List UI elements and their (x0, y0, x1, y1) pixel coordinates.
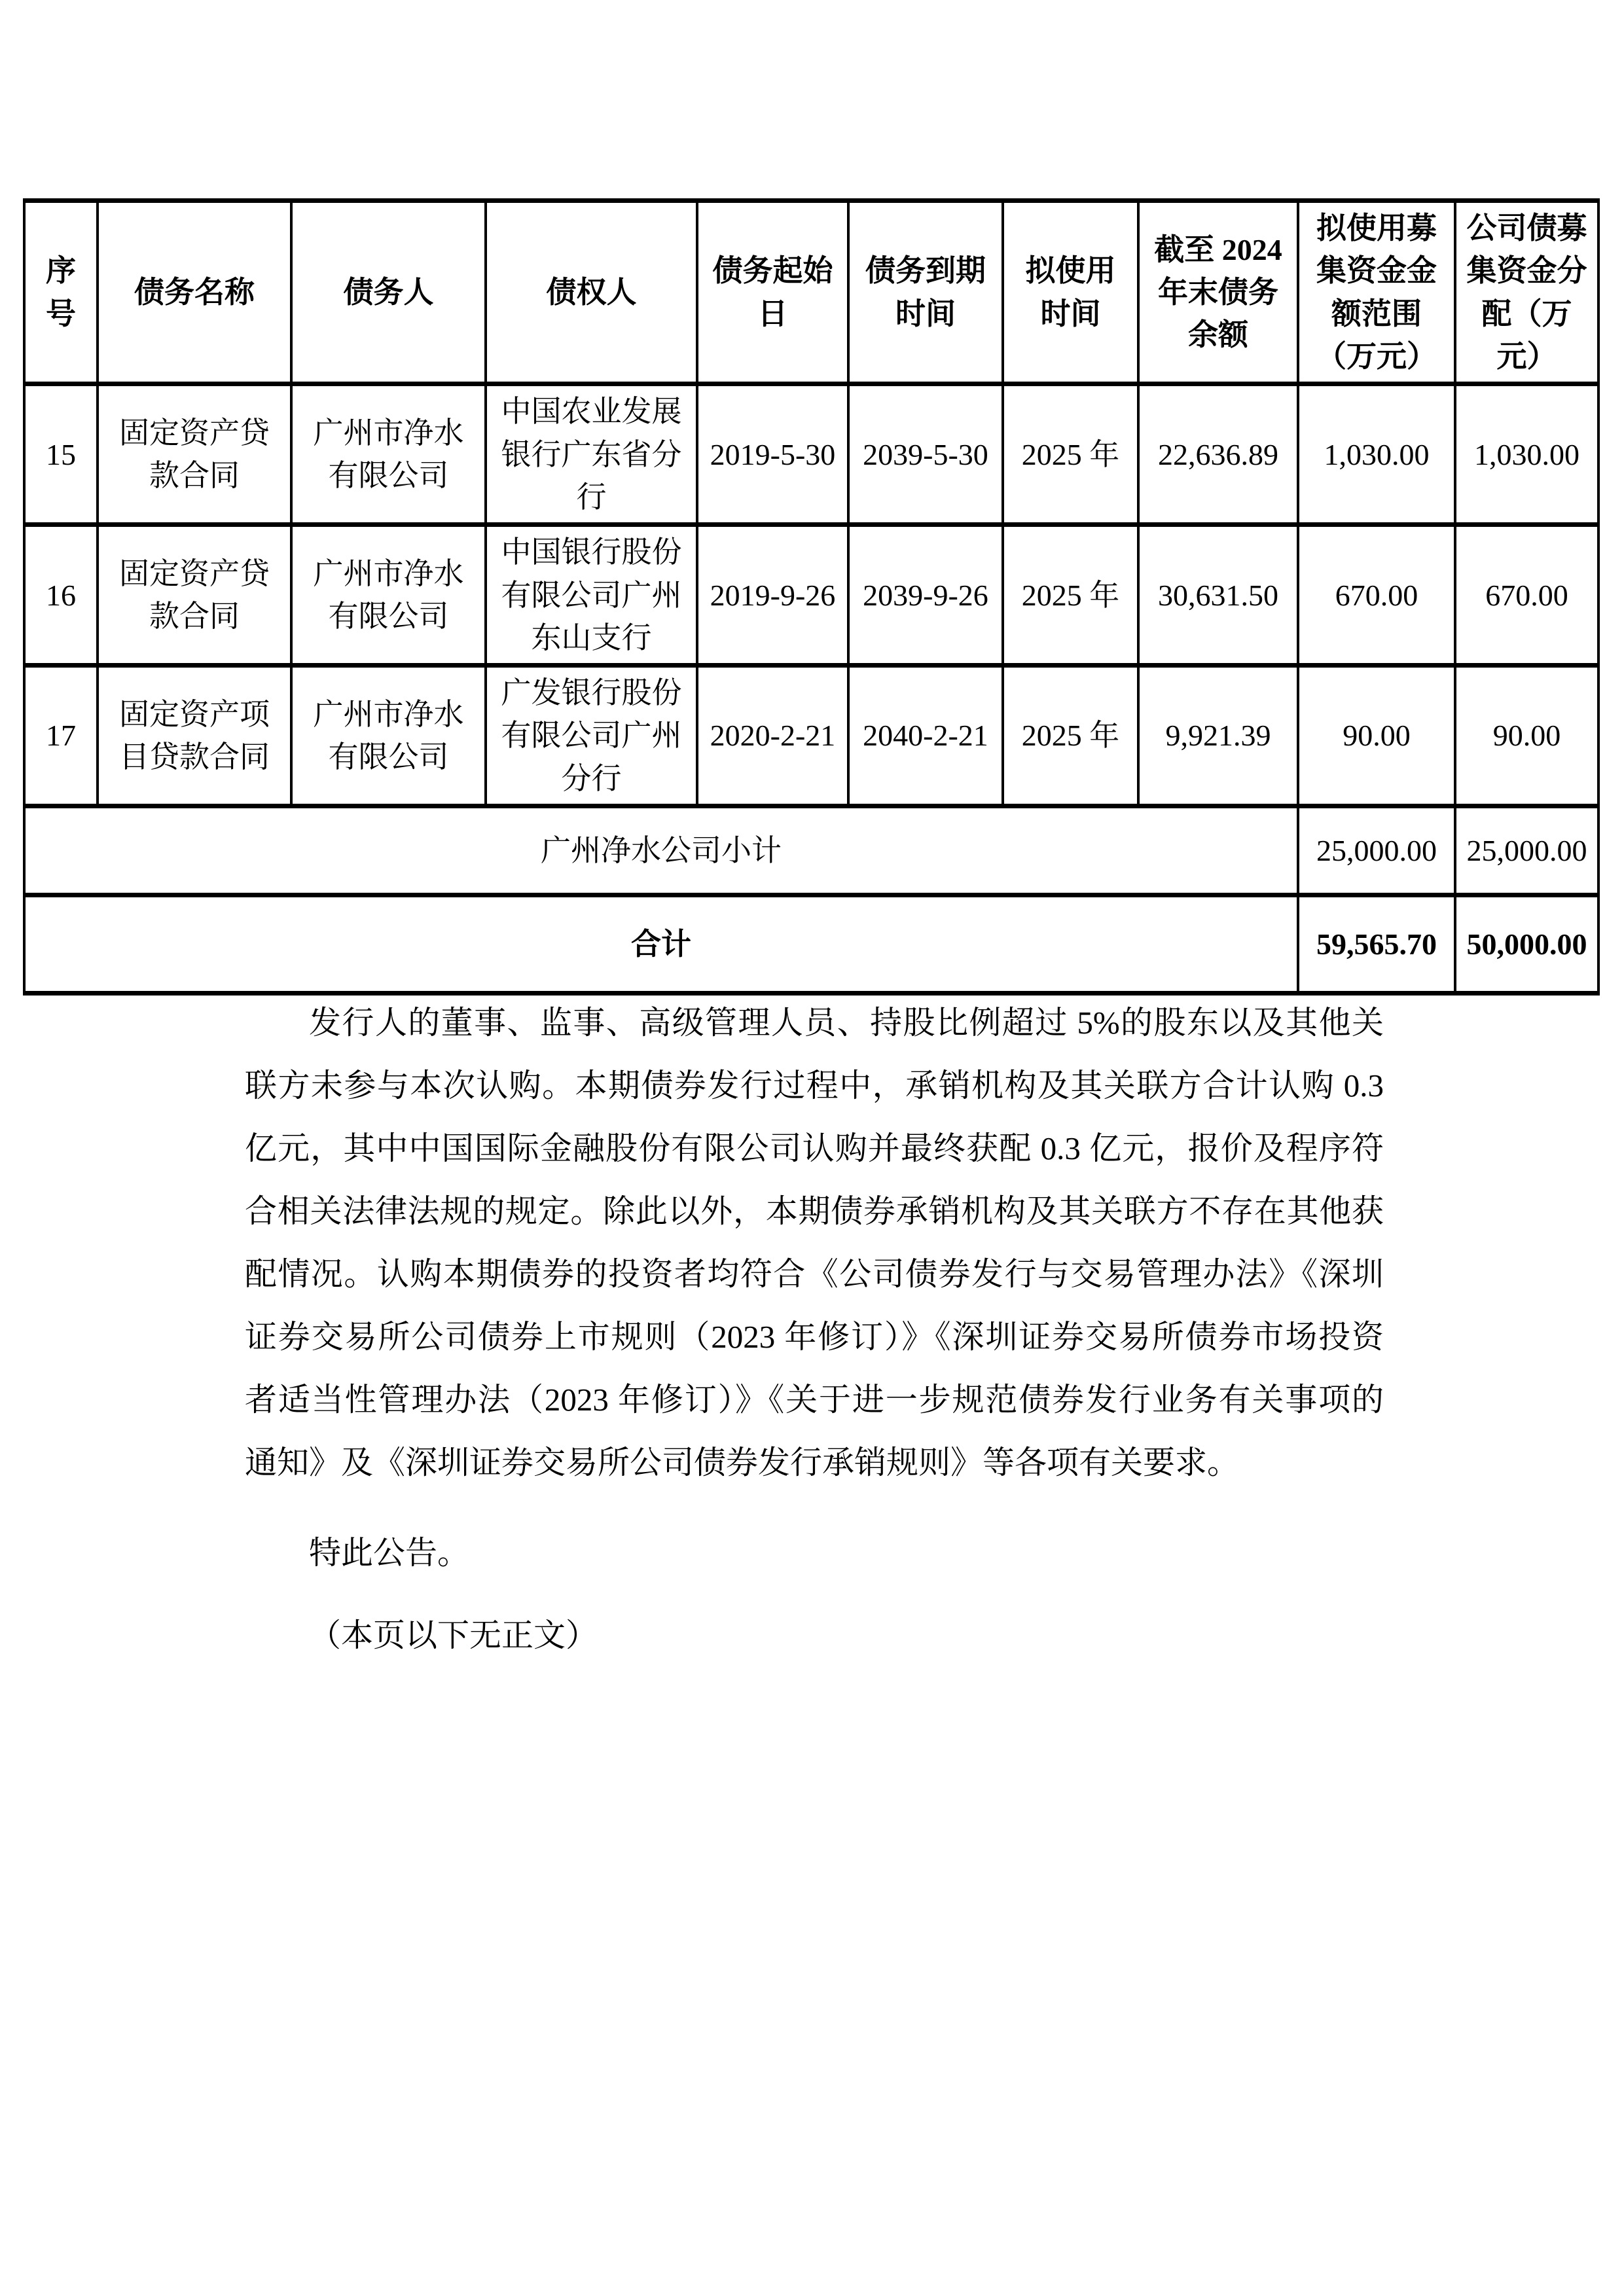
total-fund-range: 59,565.70 (1298, 895, 1455, 994)
cell-end-date: 2039-9-26 (848, 525, 1003, 666)
cell-fund-range: 1,030.00 (1298, 384, 1455, 525)
cell-balance: 9,921.39 (1138, 666, 1298, 806)
col-header-seq: 序号 (24, 201, 98, 384)
cell-start-date: 2019-9-26 (697, 525, 848, 666)
no-text-note: （本页以下无正文） (309, 1617, 598, 1653)
cell-fund-range: 90.00 (1298, 666, 1455, 806)
cell-end-date: 2039-5-30 (848, 384, 1003, 525)
col-header-creditor: 债权人 (486, 201, 697, 384)
notice-line: 特此公告。 (309, 1535, 470, 1571)
cell-use-time: 2025 年 (1003, 384, 1138, 525)
cell-fund-alloc: 670.00 (1455, 525, 1598, 666)
col-header-end-date: 债务到期时间 (848, 201, 1003, 384)
cell-name: 固定资产贷款合同 (98, 384, 291, 525)
col-header-debtor: 债务人 (291, 201, 486, 384)
col-header-debt-name: 债务名称 (98, 201, 291, 384)
paragraph-line: 配情况。认购本期债券的投资者均符合《公司债券发行与交易管理办法》《深圳 (245, 1256, 1384, 1292)
debt-table (23, 198, 1600, 996)
cell-debtor: 广州市净水有限公司 (291, 525, 486, 666)
cell-name: 固定资产贷款合同 (98, 525, 291, 666)
col-header-balance: 截至 2024 年末债务余额 (1138, 201, 1298, 384)
cell-creditor: 中国银行股份有限公司广州东山支行 (486, 525, 697, 666)
body-text-block (245, 992, 1384, 1667)
subtotal-fund-alloc: 25,000.00 (1455, 806, 1598, 895)
col-header-fund-range: 拟使用募集资金金额范围（万元） (1298, 201, 1455, 384)
cell-use-time: 2025 年 (1003, 525, 1138, 666)
cell-start-date: 2020-2-21 (697, 666, 848, 806)
cell-debtor: 广州市净水有限公司 (291, 384, 486, 525)
paragraph-line: 发行人的董事、监事、高级管理人员、持股比例超过 5%的股东以及其他关 (309, 1005, 1384, 1041)
cell-balance: 30,631.50 (1138, 525, 1298, 666)
table-row-16 (24, 525, 1598, 666)
total-label: 合计 (24, 895, 1298, 994)
total-row (24, 895, 1598, 994)
cell-use-time: 2025 年 (1003, 666, 1138, 806)
cell-creditor: 中国农业发展银行广东省分行 (486, 384, 697, 525)
cell-fund-alloc: 1,030.00 (1455, 384, 1598, 525)
col-header-fund-alloc: 公司债募集资金分配（万元） (1455, 201, 1598, 384)
table-header-row (24, 201, 1598, 384)
table-row-17 (24, 666, 1598, 806)
cell-seq: 15 (24, 384, 98, 525)
subtotal-fund-range: 25,000.00 (1298, 806, 1455, 895)
col-header-start-date: 债务起始日 (697, 201, 848, 384)
cell-debtor: 广州市净水有限公司 (291, 666, 486, 806)
paragraph-line: 者适当性管理办法（2023 年修订）》《关于进一步规范债券发行业务有关事项的 (245, 1382, 1384, 1418)
paragraph-line: 通知》及《深圳证券交易所公司债券发行承销规则》等各项有关要求。 (245, 1444, 1240, 1480)
cell-fund-alloc: 90.00 (1455, 666, 1598, 806)
table-row-15 (24, 384, 1598, 525)
cell-seq: 16 (24, 525, 98, 666)
paragraph-line: 合相关法律法规的规定。除此以外，本期债券承销机构及其关联方不存在其他获 (245, 1193, 1384, 1229)
cell-name: 固定资产项目贷款合同 (98, 666, 291, 806)
cell-seq: 17 (24, 666, 98, 806)
paragraph-line: 联方未参与本次认购。本期债券发行过程中，承销机构及其关联方合计认购 0.3 (245, 1067, 1384, 1103)
cell-fund-range: 670.00 (1298, 525, 1455, 666)
subtotal-row (24, 806, 1598, 895)
total-fund-alloc: 50,000.00 (1455, 895, 1598, 994)
cell-balance: 22,636.89 (1138, 384, 1298, 525)
subtotal-label: 广州净水公司小计 (24, 806, 1298, 895)
paragraph-line: 亿元，其中中国国际金融股份有限公司认购并最终获配 0.3 亿元，报价及程序符 (245, 1130, 1384, 1166)
cell-start-date: 2019-5-30 (697, 384, 848, 525)
cell-creditor: 广发银行股份有限公司广州分行 (486, 666, 697, 806)
paragraph-line: 证券交易所公司债券上市规则（2023 年修订）》《深圳证券交易所债券市场投资 (245, 1319, 1384, 1355)
cell-end-date: 2040-2-21 (848, 666, 1003, 806)
col-header-use-time: 拟使用时间 (1003, 201, 1138, 384)
